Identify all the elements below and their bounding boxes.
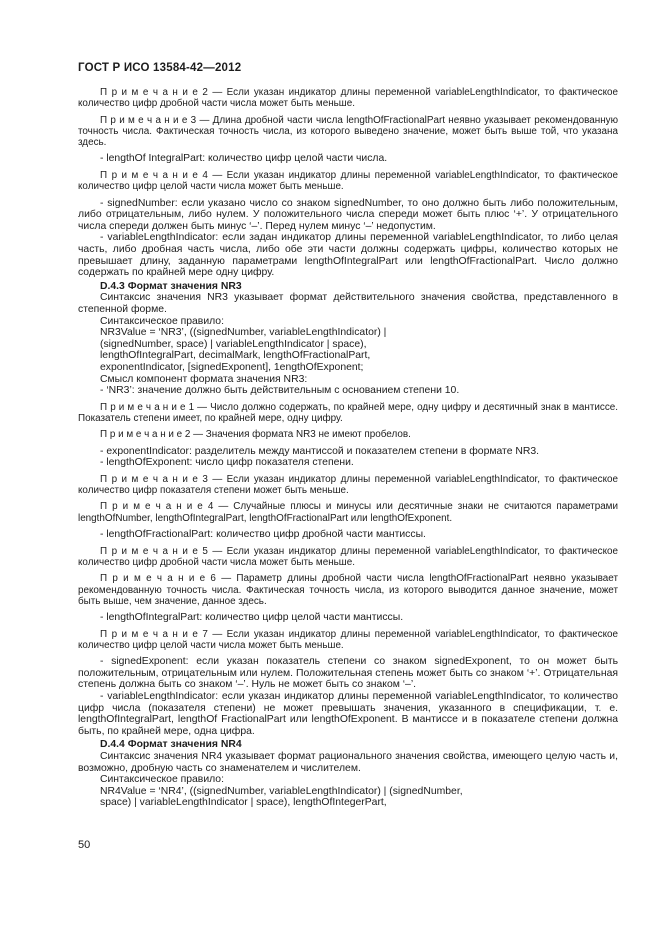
- list-item: - signedExponent: если указан показатель степени со знаком signedExponent, то он может быть положительным, отрицательным или нулем. Положительная степень может быть со знаком ‘+’. Отрицательная степень должна быть со знаком ‘–’. Нуль не может быть со знаком ‘–’.: [78, 656, 618, 691]
- syntax-line: exponentIndicator, [signedExponent], 1engthOfExponent;: [100, 361, 364, 373]
- text-column: [78, 62, 618, 809]
- syntax-line: lengthOfIntegralPart, decimalMark, lengthOfFractionalPart,: [100, 350, 371, 362]
- note-paragraph: П р и м е ч а н и е 3 — Длина дробной части числа lengthOfFractionalPart неявно указывает рекомендованную точность числа. Фактическая точность числа, из которого выведено значение, может быть выше той, что указана здесь.: [78, 114, 618, 149]
- section-heading: D.4.3 Формат значения NR3: [100, 280, 242, 292]
- note-paragraph: П р и м е ч а н и е 3 — Если указан индикатор длины переменной variableLengthIndicator, то фактическое количество цифр показателя степени может быть меньше.: [78, 473, 618, 497]
- list-item: - exponentIndicator: разделитель между мантиссой и показателем степени в формате NR3.: [100, 445, 540, 457]
- syntax-line: space) | variableLengthIndicator | space), lengthOfIntegerPart,: [100, 797, 387, 809]
- syntax-line: NR3Value = ‘NR3’, ((signedNumber, variableLengthIndicator) |: [100, 327, 387, 339]
- running-header: ГОСТ Р ИСО 13584-42—2012: [78, 62, 242, 74]
- note-paragraph: П р и м е ч а н и е 2 — Если указан индикатор длины переменной variableLengthIndicator, то фактическое количество цифр дробной части числа может быть меньше.: [78, 87, 618, 110]
- page-number: 50: [78, 839, 91, 851]
- list-item: - lengthOfIntegralPart: количество цифр целой части мантиссы.: [100, 612, 404, 624]
- section-heading: D.4.4 Формат значения NR4: [100, 739, 242, 751]
- list-item: - lengthOfExponent: число цифр показателя степени.: [100, 457, 354, 469]
- list-item: - signedNumber: если указано число со знаком signedNumber, то оно должно быть либо положительным, либо отрицательным, либо нулем. У положительного числа спереди может быть плюс ‘+’. У отрицательного числа спереди должен быть минус ‘–’. Перед нулем минус ‘–’ недопустим.: [78, 197, 618, 232]
- note-paragraph: П р и м е ч а н и е 2 — Значения формата NR3 не имеют пробелов.: [100, 429, 411, 441]
- syntax-line: (signedNumber, space) | variableLengthIndicator | space),: [100, 338, 367, 350]
- label-line: Синтаксическое правило:: [100, 315, 224, 327]
- list-item: - variableLengthIndicator: если указан индикатор длины переменной variableLengthIndicator, то количество цифр числа (показателя степени) не может превышать значения, указанного в спецификации, т. е. lengthOfIntegralPart, lengthOf FractionalPart или lengthOfExponent. В мантиссе и в показателе степени должна быть, по крайней мере, одна цифра.: [78, 691, 618, 737]
- note-paragraph: П р и м е ч а н и е 5 — Если указан индикатор длины переменной variableLengthIndicator, то фактическое количество цифр дробной части числа может быть меньше.: [78, 545, 618, 568]
- note-paragraph: П р и м е ч а н и е 6 — Параметр длины дробной части числа lengthOfFractionalPart неявно указывает рекомендованную точность числа. Фактическая точность числа, из которого выводится данное значение, может быть выше, чем значение, данное здесь.: [78, 573, 618, 607]
- note-paragraph: П р и м е ч а н и е 4 — Случайные плюсы и минусы или десятичные знаки не считаются параметрами lengthOfNumber, lengthOfIntegralPart, lengthOfFractionalPart или lengthOfExponent.: [78, 501, 618, 524]
- body-paragraph: Синтаксис значения NR4 указывает формат рационального значения свойства, имеющего целую часть и, возможно, дробную часть со знаменателем и числителем.: [78, 751, 618, 774]
- list-item: - lengthOf IntegralPart: количество цифр целой части числа.: [100, 153, 388, 165]
- body-paragraph: Синтаксис значения NR3 указывает формат действительного значения свойства, представленного в степенной форме.: [78, 292, 618, 316]
- note-paragraph: П р и м е ч а н и е 1 — Число должно содержать, по крайней мере, одну цифру и десятичный знак в мантиссе. Показатель степени имеет, по крайней мере, одну цифру.: [78, 401, 618, 425]
- list-item: - variableLengthIndicator: если задан индикатор длины переменной variableLengthIndicator, то либо целая часть, либо дробная часть числа, либо обе эти части должны содержать цифры, количество которых не превышает длину, заданную параметрами lengthOfIntegralPart или lengthOfFractionalPart. Число должно содержать по крайней мере одну цифру.: [78, 232, 618, 279]
- list-item: - ‘NR3’: значение должно быть действительным с основанием степени 10.: [100, 385, 460, 397]
- note-paragraph: П р и м е ч а н и е 7 — Если указан индикатор длины переменной variableLengthIndicator, то фактическое количество цифр целой части числа может быть меньше.: [78, 628, 618, 651]
- label-line: Смысл компонент формата значения NR3:: [100, 373, 308, 385]
- list-item: - lengthOfFractionalPart: количество цифр дробной части мантиссы.: [100, 529, 426, 541]
- note-paragraph: П р и м е ч а н и е 4 — Если указан индикатор длины переменной variableLengthIndicator, то фактическое количество цифр целой части числа может быть меньше.: [78, 170, 618, 193]
- label-line: Синтаксическое правило:: [100, 774, 224, 786]
- syntax-line: NR4Value = ‘NR4’, ((signedNumber, variableLengthIndicator) | (signedNumber,: [100, 785, 463, 797]
